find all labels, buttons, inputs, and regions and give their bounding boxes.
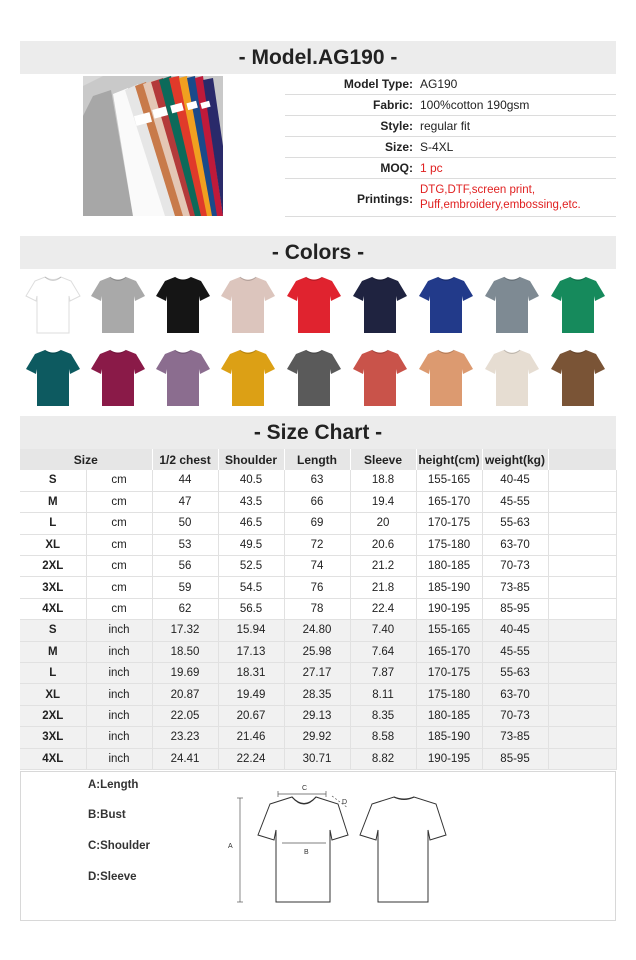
cell-sleeve: 7.87 [350,663,416,684]
cell-height: 185-190 [416,727,482,748]
cell-unit: inch [86,748,152,769]
col-empty [548,449,616,470]
cell-unit: inch [86,641,152,662]
cell-size: 2XL [20,705,86,726]
cell-chest: 50 [152,513,218,534]
color-swatch-tshirt[interactable] [155,276,211,334]
cell-sleeve: 8.11 [350,684,416,705]
cell-size: L [20,513,86,534]
color-swatch-tshirt[interactable] [352,349,408,407]
cell-sleeve: 8.82 [350,748,416,769]
cell-shoulder: 56.5 [218,598,284,619]
cell-length: 66 [284,491,350,512]
col-height: height(cm) [416,449,482,470]
cell-unit: cm [86,534,152,555]
cell-shoulder: 52.5 [218,556,284,577]
cell-chest: 53 [152,534,218,555]
cell-unit: cm [86,513,152,534]
cell-unit: inch [86,620,152,641]
size-row [20,727,616,748]
cell-length: 76 [284,577,350,598]
cell-height: 180-185 [416,556,482,577]
cell-empty [548,470,616,491]
cell-sleeve: 18.8 [350,470,416,491]
cell-weight: 45-55 [482,491,548,512]
cell-height: 170-175 [416,513,482,534]
spec-fabric [285,95,616,116]
spec-label: MOQ: [380,161,413,175]
size-row [20,748,616,769]
cell-shoulder: 20.67 [218,705,284,726]
spec-style [285,116,616,137]
cell-chest: 24.41 [152,748,218,769]
cell-height: 175-180 [416,684,482,705]
cell-weight: 63-70 [482,534,548,555]
cell-empty [548,598,616,619]
cell-empty [548,684,616,705]
color-swatch-tshirt[interactable] [286,276,342,334]
col-shoulder: Shoulder [218,449,284,470]
cell-length: 63 [284,470,350,491]
cell-chest: 23.23 [152,727,218,748]
cell-chest: 18.50 [152,641,218,662]
cell-chest: 56 [152,556,218,577]
model-title: - Model.AG190 - [20,41,616,74]
cell-chest: 62 [152,598,218,619]
color-swatch-tshirt[interactable] [220,276,276,334]
size-row [20,556,616,577]
color-swatch-tshirt[interactable] [90,349,146,407]
cell-sleeve: 21.2 [350,556,416,577]
size-chart-title: - Size Chart - [20,416,616,449]
printings-line-1: DTG,DTF,screen print, [420,184,536,196]
cell-weight: 40-45 [482,620,548,641]
cell-shoulder: 49.5 [218,534,284,555]
size-row [20,491,616,512]
cell-unit: inch [86,684,152,705]
color-swatch-tshirt[interactable] [25,349,81,407]
cell-shoulder: 15.94 [218,620,284,641]
cell-weight: 55-63 [482,663,548,684]
cell-weight: 85-95 [482,748,548,769]
cell-weight: 45-55 [482,641,548,662]
cell-sleeve: 19.4 [350,491,416,512]
cell-unit: inch [86,705,152,726]
cell-shoulder: 46.5 [218,513,284,534]
cell-chest: 47 [152,491,218,512]
cell-shoulder: 54.5 [218,577,284,598]
cell-length: 25.98 [284,641,350,662]
label-sleeve: D:Sleeve [88,871,137,883]
cell-height: 190-195 [416,748,482,769]
cell-weight: 73-85 [482,727,548,748]
cell-sleeve: 22.4 [350,598,416,619]
size-row [20,598,616,619]
cell-weight: 40-45 [482,470,548,491]
cell-height: 170-175 [416,663,482,684]
cell-size: 3XL [20,727,86,748]
color-swatch-tshirt[interactable] [550,276,606,334]
cell-chest: 20.87 [152,684,218,705]
cell-length: 30.71 [284,748,350,769]
col-size: Size [20,449,152,470]
cell-size: L [20,663,86,684]
spec-label: Model Type: [343,77,413,91]
cell-weight: 70-73 [482,556,548,577]
cell-height: 165-170 [416,491,482,512]
spec-label: Printings: [357,192,413,206]
color-swatch-tshirt[interactable] [352,276,408,334]
label-shoulder: C:Shoulder [88,840,150,852]
cell-length: 27.17 [284,663,350,684]
cell-height: 155-165 [416,620,482,641]
cell-unit: cm [86,470,152,491]
size-row [20,577,616,598]
spec-value: regular fit [420,119,471,133]
cell-shoulder: 40.5 [218,470,284,491]
cell-empty [548,705,616,726]
cell-chest: 19.69 [152,663,218,684]
col-length: Length [284,449,350,470]
spec-label: Fabric: [372,98,413,112]
tshirt-measure-diagram [220,780,480,910]
cell-length: 29.13 [284,705,350,726]
cell-length: 78 [284,598,350,619]
cell-height: 155-165 [416,470,482,491]
size-row [20,534,616,555]
cell-shoulder: 19.49 [218,684,284,705]
colors-title: - Colors - [20,236,616,269]
cell-height: 185-190 [416,577,482,598]
cell-size: XL [20,534,86,555]
size-row [20,470,616,491]
spec-value: 100%cotton 190gsm [420,98,530,112]
diagram-letter-b: B [304,849,309,856]
cell-size: 2XL [20,556,86,577]
cell-unit: cm [86,598,152,619]
spec-value [420,183,581,213]
col-sleeve: Sleeve [350,449,416,470]
color-swatch-tshirt[interactable] [484,276,540,334]
cell-length: 29.92 [284,727,350,748]
cell-length: 72 [284,534,350,555]
cell-length: 24.80 [284,620,350,641]
spec-printings [285,181,616,217]
spec-label: Style: [380,119,413,133]
cell-length: 74 [284,556,350,577]
spec-value: 1 pc [420,161,443,175]
cell-empty [548,534,616,555]
cell-weight: 85-95 [482,598,548,619]
cell-size: XL [20,684,86,705]
cell-unit: cm [86,556,152,577]
cell-sleeve: 8.35 [350,705,416,726]
cell-unit: cm [86,577,152,598]
spec-value: AG190 [420,77,458,91]
cell-sleeve: 20.6 [350,534,416,555]
size-row [20,705,616,726]
cell-chest: 22.05 [152,705,218,726]
cell-empty [548,727,616,748]
cell-chest: 59 [152,577,218,598]
cell-sleeve: 20 [350,513,416,534]
cell-sleeve: 7.40 [350,620,416,641]
cell-unit: inch [86,727,152,748]
size-row [20,513,616,534]
size-row [20,663,616,684]
diagram-letter-a: A [228,843,233,850]
cell-shoulder: 21.46 [218,727,284,748]
printings-line-2: Puff,embroidery,embossing,etc. [420,199,581,211]
cell-empty [548,513,616,534]
cell-size: 4XL [20,748,86,769]
cell-weight: 63-70 [482,684,548,705]
size-row [20,684,616,705]
cell-shoulder: 18.31 [218,663,284,684]
label-bust: B:Bust [88,809,126,821]
cell-size: S [20,470,86,491]
cell-empty [548,620,616,641]
size-row [20,641,616,662]
color-swatch-tshirt[interactable] [90,276,146,334]
size-row [20,620,616,641]
cell-size: S [20,620,86,641]
color-swatch-tshirt[interactable] [550,349,606,407]
spec-moq [285,158,616,179]
cell-length: 69 [284,513,350,534]
color-swatch-tshirt[interactable] [418,349,474,407]
cell-weight: 70-73 [482,705,548,726]
cell-size: 4XL [20,598,86,619]
cell-sleeve: 21.8 [350,577,416,598]
spec-value: S-4XL [420,140,454,154]
color-swatch-tshirt[interactable] [418,276,474,334]
cell-empty [548,556,616,577]
color-swatch-tshirt[interactable] [286,349,342,407]
cell-height: 180-185 [416,705,482,726]
cell-empty [548,748,616,769]
cell-shoulder: 22.24 [218,748,284,769]
col-weight: weight(kg) [482,449,548,470]
cell-empty [548,577,616,598]
color-swatch-tshirt[interactable] [220,349,276,407]
cell-height: 190-195 [416,598,482,619]
cell-shoulder: 43.5 [218,491,284,512]
spec-size [285,137,616,158]
cell-height: 165-170 [416,641,482,662]
color-swatch-tshirt[interactable] [484,349,540,407]
cell-shoulder: 17.13 [218,641,284,662]
cell-empty [548,641,616,662]
spec-model-type [285,74,616,95]
cell-weight: 55-63 [482,513,548,534]
size-chart-table [20,449,617,770]
cell-unit: inch [86,663,152,684]
color-swatch-tshirt[interactable] [25,276,81,334]
cell-size: M [20,641,86,662]
cell-sleeve: 8.58 [350,727,416,748]
cell-sleeve: 7.64 [350,641,416,662]
diagram-letter-c: C [302,785,308,792]
color-swatch-tshirt[interactable] [155,349,211,407]
col-chest: 1/2 chest [152,449,218,470]
cell-size: 3XL [20,577,86,598]
cell-chest: 17.32 [152,620,218,641]
cell-size: M [20,491,86,512]
spec-label: Size: [384,140,413,154]
cell-empty [548,491,616,512]
cell-chest: 44 [152,470,218,491]
label-length: A:Length [88,779,139,791]
cell-length: 28.35 [284,684,350,705]
size-chart-header [20,449,616,470]
cell-weight: 73-85 [482,577,548,598]
diagram-letter-d: D [342,799,348,806]
cell-empty [548,663,616,684]
cell-height: 175-180 [416,534,482,555]
cell-unit: cm [86,491,152,512]
folded-tshirts-photo [83,76,223,216]
